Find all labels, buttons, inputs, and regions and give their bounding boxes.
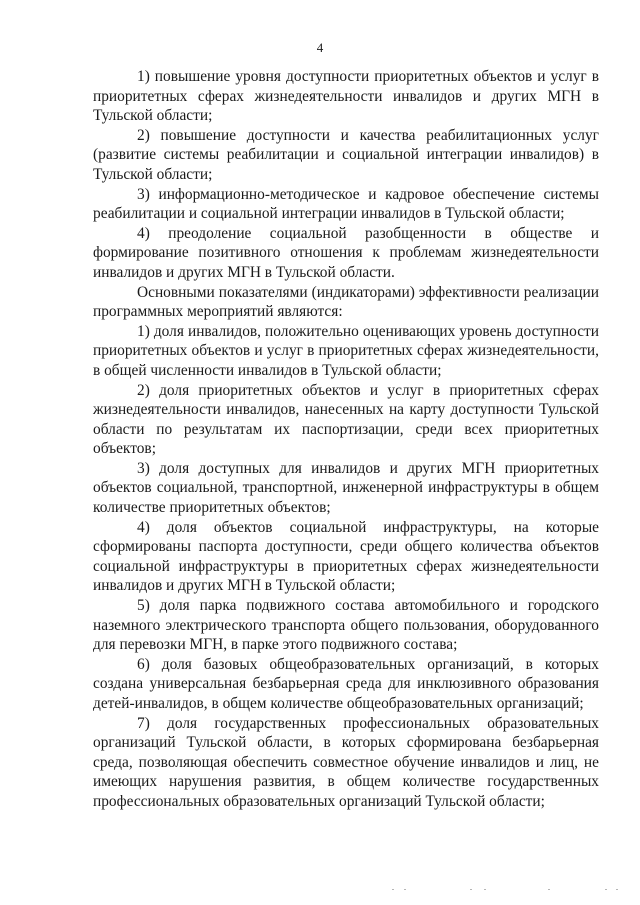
- scan-speck: [404, 889, 406, 890]
- scan-speck: [548, 889, 550, 890]
- scan-speck: [470, 889, 472, 890]
- paragraph-indicator-5: 5) доля парка подвижного состава автомобильного и городского наземного электрического транспорта общего пользования, оборудованного для перевозки МГН, в парке этого подвижного состава;: [93, 597, 599, 654]
- scan-speck: [392, 889, 394, 890]
- scan-speck: [605, 889, 607, 890]
- paragraph-goal-3: 3) информационно-методическое и кадровое обеспечение системы реабилитации и социальной интеграции инвалидов в Тульской области;: [93, 185, 599, 223]
- paragraph-indicator-1: 1) доля инвалидов, положительно оценивающих уровень доступности приоритетных объектов и услуг в приоритетных сферах жизнедеятельности, в общей численности инвалидов в Тульской области;: [93, 322, 599, 379]
- paragraph-indicators-intro: Основными показателями (индикаторами) эффективности реализации программных мероприятий являются:: [93, 283, 599, 321]
- paragraph-goal-1: 1) повышение уровня доступности приоритетных объектов и услуг в приоритетных сферах жизнедеятельности инвалидов и других МГН в Тульской области;: [93, 68, 599, 125]
- page-number: 4: [316, 40, 324, 55]
- paragraph-indicator-3: 3) доля доступных для инвалидов и других МГН приоритетных объектов социальной, транспортной, инженерной инфраструктуры в общем количестве приоритетных объектов;: [93, 459, 599, 517]
- paragraph-indicator-7: 7) доля государственных профессиональных образовательных организаций Тульской области, в которых сформирована безбарьерная среда, позволяющая обеспечить совместное обучение инвалидов и лиц, не имеющих нарушения развития, в общем количестве государственных профессиональных образовательных организаций Тульской области;: [93, 714, 599, 810]
- paragraph-indicator-6: 6) доля базовых общеобразовательных организаций, в которых создана универсальная безбарьерная среда для инклюзивного образования детей-инвалидов, в общем количестве общеобразовательных организаций;: [93, 655, 599, 712]
- paragraph-indicator-4: 4) доля объектов социальной инфраструктуры, на которые сформированы паспорта доступности, среди общего количества объектов социальной инфраструктуры в приоритетных сферах жизнедеятельности инвалидов и других МГН в Тульской области;: [93, 518, 599, 595]
- paragraph-goal-2: 2) повышение доступности и качества реабилитационных услуг (развитие системы реабилитации и социальной интеграции инвалидов) в Тульской области;: [93, 126, 599, 183]
- scan-speck: [484, 889, 486, 890]
- document-body: [93, 67, 599, 812]
- paragraph-indicator-2: 2) доля приоритетных объектов и услуг в приоритетных сферах жизнедеятельности инвалидов, нанесенных на карту доступности Тульской области по результатам их паспортизации, среди всех приоритетных объектов;: [93, 381, 599, 458]
- paragraph-goal-4: 4) преодоление социальной разобщенности в обществе и формирование позитивного отношения к проблемам жизнедеятельности инвалидов и других МГН в Тульской области.: [93, 224, 599, 281]
- scan-speck: [616, 889, 618, 890]
